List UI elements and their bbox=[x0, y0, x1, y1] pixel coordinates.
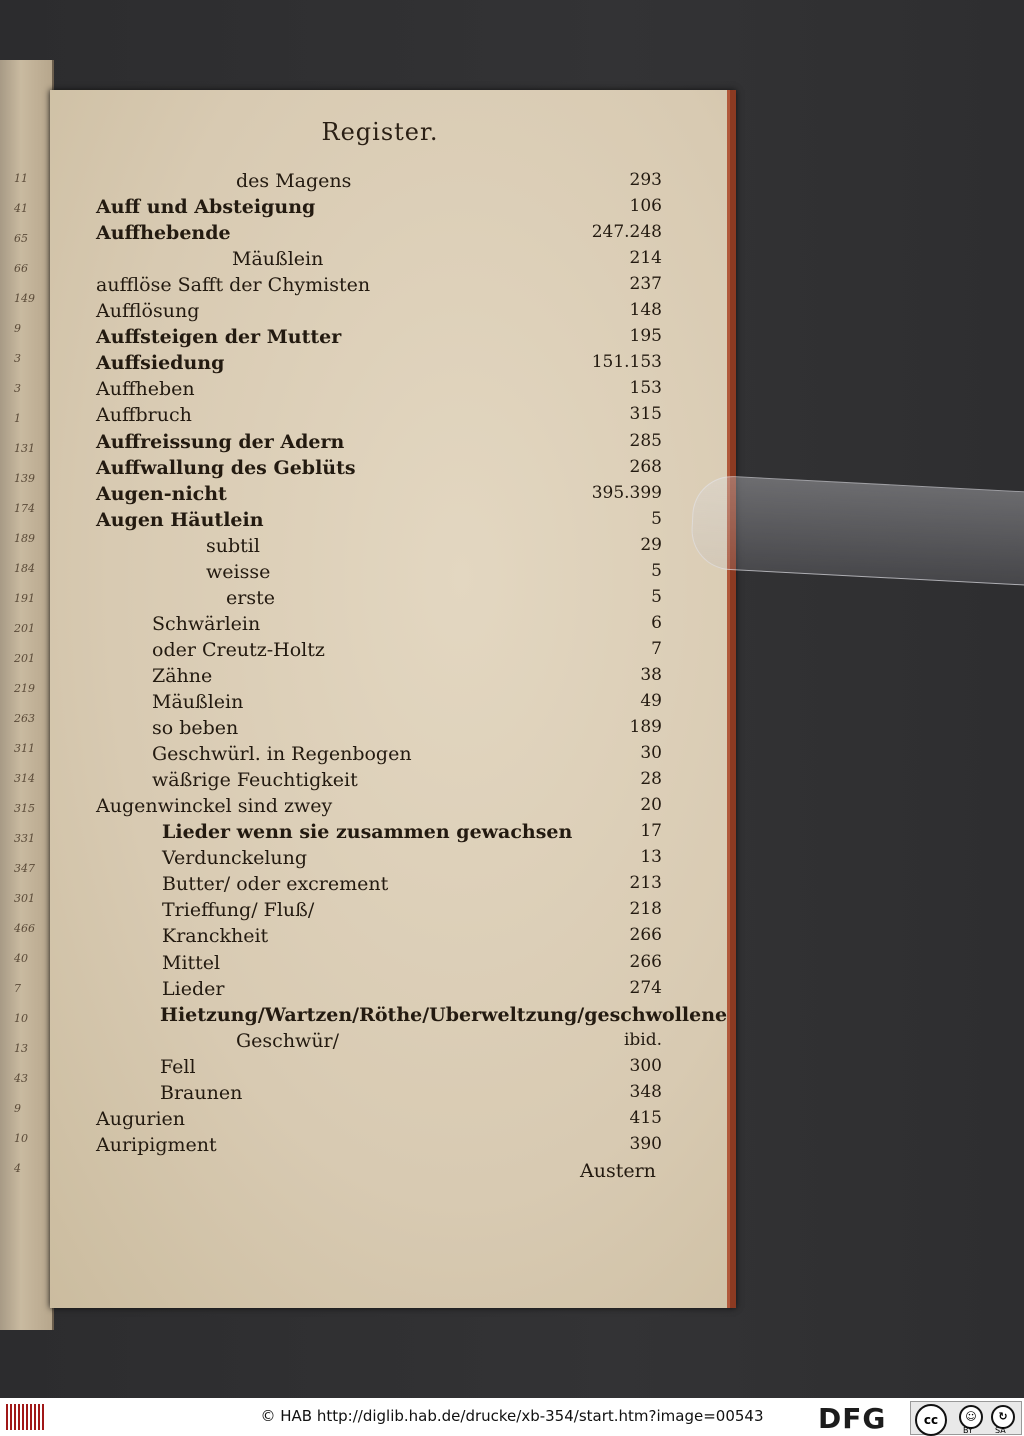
register-entry bbox=[152, 769, 662, 795]
register-entry bbox=[152, 717, 662, 743]
facing-page-number: 65 bbox=[14, 232, 28, 245]
entry-label: erste bbox=[226, 587, 275, 609]
entry-label: Braunen bbox=[160, 1082, 243, 1104]
register-entry bbox=[96, 404, 662, 430]
entry-page-ref: 237 bbox=[629, 274, 662, 294]
by-icon: ☺ bbox=[959, 1405, 983, 1429]
facing-page-number: 201 bbox=[14, 622, 35, 635]
register-entry bbox=[96, 326, 662, 352]
register-entry bbox=[236, 170, 662, 196]
entry-page-ref: 20 bbox=[640, 795, 662, 815]
entry-page-ref: 300 bbox=[629, 1056, 662, 1076]
entry-label: Butter/ oder excrement bbox=[162, 873, 389, 895]
copyright-link[interactable]: © HAB http://diglib.hab.de/drucke/xb-354/start.htm?image=00543 bbox=[260, 1407, 764, 1425]
page-title: Register. bbox=[321, 118, 439, 146]
register-entry bbox=[96, 509, 662, 535]
facing-page-number: 347 bbox=[14, 862, 35, 875]
register-entry bbox=[160, 1004, 728, 1030]
facing-page-number: 139 bbox=[14, 472, 35, 485]
facing-page-number: 301 bbox=[14, 892, 35, 905]
facing-page-number: 466 bbox=[14, 922, 35, 935]
facing-page-edge bbox=[0, 60, 54, 1330]
entry-label: Mäußlein bbox=[232, 248, 324, 270]
register-entry bbox=[96, 431, 662, 457]
entry-label: Augen-nicht bbox=[96, 483, 227, 505]
entry-label: Kranckheit bbox=[162, 925, 269, 947]
facing-page-number: 4 bbox=[14, 1162, 21, 1175]
register-entry bbox=[152, 691, 662, 717]
register-entry bbox=[160, 1056, 662, 1082]
register-entry bbox=[96, 222, 662, 248]
entry-page-ref: 315 bbox=[629, 404, 662, 424]
facing-page-number: 13 bbox=[14, 1042, 28, 1055]
register-entry bbox=[152, 665, 662, 691]
facing-page-number: 331 bbox=[14, 832, 35, 845]
entry-label: Geschwürl. in Regenbogen bbox=[152, 743, 412, 765]
facing-page-number: 131 bbox=[14, 442, 35, 455]
register-entry bbox=[236, 1030, 662, 1056]
cc-icon: cc bbox=[915, 1404, 947, 1436]
entry-page-ref: ibid. bbox=[623, 1030, 662, 1050]
entry-page-ref: 106 bbox=[629, 196, 662, 216]
facing-page-number: 9 bbox=[14, 322, 21, 335]
entry-label: Geschwür/ bbox=[236, 1030, 340, 1052]
register-entry bbox=[96, 274, 662, 300]
register-entry bbox=[232, 248, 662, 274]
entry-page-ref: 218 bbox=[629, 899, 662, 919]
entry-label: Auffsiedung bbox=[96, 352, 225, 374]
entry-label: Aufflösung bbox=[96, 300, 200, 322]
register-entry bbox=[96, 1108, 662, 1134]
facing-page-number: 219 bbox=[14, 682, 35, 695]
entry-label: Augen Häutlein bbox=[96, 509, 264, 531]
entry-page-ref: 189 bbox=[629, 717, 662, 737]
facing-page-number: 201 bbox=[14, 652, 35, 665]
entry-page-ref: 5 bbox=[651, 587, 662, 607]
register-entry bbox=[162, 925, 662, 951]
register-entry bbox=[226, 587, 662, 613]
entry-label: Augenwinckel sind zwey bbox=[96, 795, 333, 817]
entry-label: wäßrige Feuchtigkeit bbox=[152, 769, 358, 791]
entry-label: Mäußlein bbox=[152, 691, 244, 713]
entry-label: Auff und Absteigung bbox=[96, 196, 316, 218]
register-entry bbox=[162, 821, 662, 847]
register-entry bbox=[152, 639, 662, 665]
register-entry bbox=[96, 352, 662, 378]
facing-page-number: 3 bbox=[14, 352, 21, 365]
entry-label: Auffhebende bbox=[96, 222, 231, 244]
facing-page-number: 43 bbox=[14, 1072, 28, 1085]
entry-page-ref: 29 bbox=[640, 535, 662, 555]
entry-label: Auffwallung des Geblüts bbox=[96, 457, 356, 479]
entry-page-ref: 274 bbox=[629, 978, 662, 998]
entry-page-ref: 213 bbox=[629, 873, 662, 893]
register-entry bbox=[96, 483, 662, 509]
entry-page-ref: 390 bbox=[629, 1134, 662, 1154]
entry-page-ref: 268 bbox=[629, 457, 662, 477]
viewer-footer bbox=[0, 1398, 1024, 1436]
entry-label: oder Creutz-Holtz bbox=[152, 639, 325, 661]
entry-label: Trieffung/ Fluß/ bbox=[162, 899, 315, 921]
facing-page-number: 10 bbox=[14, 1132, 28, 1145]
catchword-text: Austern bbox=[580, 1160, 656, 1182]
dfg-logo: DFG bbox=[818, 1402, 887, 1435]
entry-page-ref: 148 bbox=[629, 300, 662, 320]
entry-page-ref: 153 bbox=[629, 378, 662, 398]
facing-page-number: 11 bbox=[14, 172, 28, 185]
register-entry bbox=[162, 978, 662, 1004]
entry-page-ref: 6 bbox=[651, 613, 662, 633]
register-entry bbox=[152, 613, 662, 639]
register-entry bbox=[206, 535, 662, 561]
register-entry bbox=[96, 196, 662, 222]
entry-page-ref: 38 bbox=[640, 665, 662, 685]
facing-page-number: 174 bbox=[14, 502, 35, 515]
entry-label: Auffheben bbox=[96, 378, 195, 400]
entry-page-ref: 395.399 bbox=[591, 483, 662, 503]
facing-page-number: 189 bbox=[14, 532, 35, 545]
entry-label: Hietzung/Wartzen/Röthe/Uberweltzung/geschwollene bbox=[160, 1004, 728, 1026]
register-entry bbox=[162, 952, 662, 978]
entry-page-ref: 293 bbox=[629, 170, 662, 190]
register-entry bbox=[160, 1082, 662, 1108]
register-entry bbox=[162, 899, 662, 925]
entry-page-ref: 17 bbox=[640, 821, 662, 841]
facing-page-number: 41 bbox=[14, 202, 28, 215]
facing-page-number: 149 bbox=[14, 292, 35, 305]
cc-license-badge[interactable] bbox=[910, 1401, 1022, 1435]
facing-page-number: 315 bbox=[14, 802, 35, 815]
register-entry bbox=[96, 1134, 662, 1160]
by-label: BY bbox=[963, 1426, 973, 1435]
entry-label: Auripigment bbox=[96, 1134, 217, 1156]
register-entry bbox=[96, 457, 662, 483]
entry-page-ref: 7 bbox=[651, 639, 662, 659]
register-entry bbox=[96, 795, 662, 821]
entry-page-ref: 247.248 bbox=[591, 222, 662, 242]
entry-page-ref: 214 bbox=[629, 248, 662, 268]
register-entry bbox=[152, 743, 662, 769]
entry-label: so beben bbox=[152, 717, 239, 739]
facing-page-number: 10 bbox=[14, 1012, 28, 1025]
magnifier-glass bbox=[690, 474, 1024, 586]
entry-page-ref: 5 bbox=[651, 561, 662, 581]
facing-page-number: 191 bbox=[14, 592, 35, 605]
facing-page-number: 263 bbox=[14, 712, 35, 725]
entry-label: Auffsteigen der Mutter bbox=[96, 326, 342, 348]
entry-label: weisse bbox=[206, 561, 271, 583]
entry-page-ref: 195 bbox=[629, 326, 662, 346]
facing-page-number: 311 bbox=[14, 742, 35, 755]
entry-page-ref: 266 bbox=[629, 925, 662, 945]
sa-icon: ↻ bbox=[991, 1405, 1015, 1429]
entry-page-ref: 49 bbox=[640, 691, 662, 711]
entry-label: Augurien bbox=[96, 1108, 185, 1130]
entry-label: Verdunckelung bbox=[162, 847, 308, 869]
entry-label: Schwärlein bbox=[152, 613, 261, 635]
entry-page-ref: 28 bbox=[640, 769, 662, 789]
catchword bbox=[580, 1160, 662, 1186]
entry-label: Lieder wenn sie zusammen gewachsen bbox=[162, 821, 573, 843]
register-entry bbox=[206, 561, 662, 587]
facing-page-number: 40 bbox=[14, 952, 28, 965]
register-entry bbox=[96, 378, 662, 404]
facing-page-number: 1 bbox=[14, 412, 21, 425]
facing-page-number: 9 bbox=[14, 1102, 21, 1115]
entry-page-ref: 285 bbox=[629, 431, 662, 451]
register-entry bbox=[162, 847, 662, 873]
facing-page-number: 7 bbox=[14, 982, 21, 995]
facing-page-number: 314 bbox=[14, 772, 35, 785]
entry-label: Zähne bbox=[152, 665, 213, 687]
entry-label: Fell bbox=[160, 1056, 196, 1078]
entry-page-ref: 5 bbox=[651, 509, 662, 529]
sa-label: SA bbox=[995, 1426, 1006, 1435]
entry-label: Auffbruch bbox=[96, 404, 192, 426]
entry-page-ref: 266 bbox=[629, 952, 662, 972]
entry-label: aufflöse Safft der Chymisten bbox=[96, 274, 371, 296]
entry-label: subtil bbox=[206, 535, 260, 557]
entry-page-ref: 348 bbox=[629, 1082, 662, 1102]
register-entry bbox=[162, 873, 662, 899]
entry-label: des Magens bbox=[236, 170, 352, 192]
facing-page-number: 3 bbox=[14, 382, 21, 395]
entry-page-ref: 13 bbox=[640, 847, 662, 867]
register-entry bbox=[96, 300, 662, 326]
entry-label: Lieder bbox=[162, 978, 225, 1000]
entry-label: Mittel bbox=[162, 952, 221, 974]
entry-page-ref: 30 bbox=[640, 743, 662, 763]
facing-page-number: 66 bbox=[14, 262, 28, 275]
entry-label: Auffreissung der Adern bbox=[96, 431, 345, 453]
entry-page-ref: 415 bbox=[629, 1108, 662, 1128]
entry-page-ref: 151.153 bbox=[591, 352, 662, 372]
facing-page-number: 184 bbox=[14, 562, 35, 575]
